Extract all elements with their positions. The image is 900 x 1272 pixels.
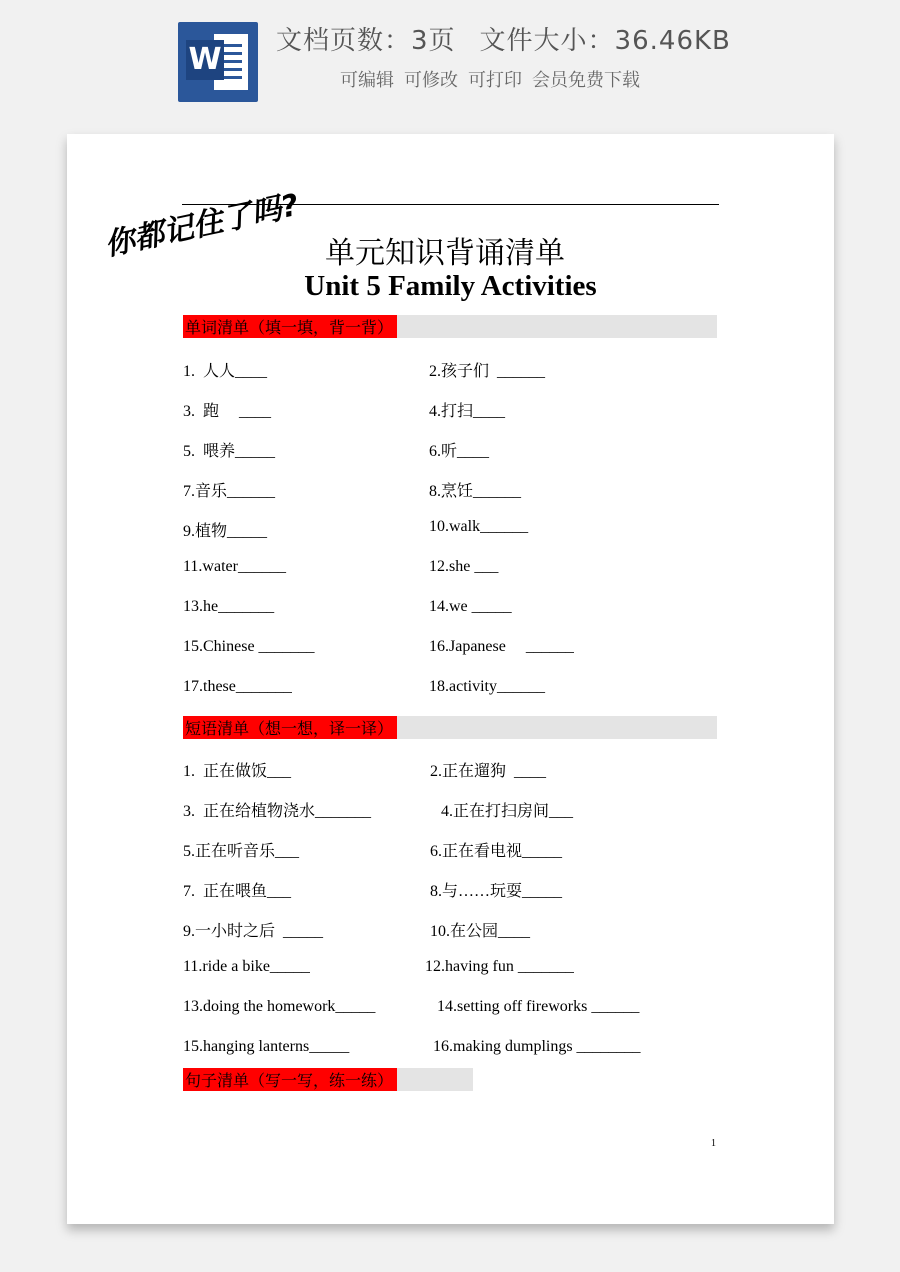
section-vocabulary-label: 单词清单（填一填，背一背） xyxy=(183,315,397,338)
word-item: 2.孩子们 ______ xyxy=(429,363,546,380)
file-size: 文件大小：36.46KB xyxy=(479,26,731,56)
feature-printable: 可打印 xyxy=(468,70,522,91)
phrase-item: 3. 正在给植物浇水_______ xyxy=(183,803,372,820)
word-item: 12.she ___ xyxy=(429,558,499,575)
page-number: 1 xyxy=(711,1138,716,1149)
feature-member-download: 会员免费下载 xyxy=(532,70,640,91)
word-item: 1. 人人____ xyxy=(183,363,268,380)
phrase-item: 10.在公园____ xyxy=(430,923,531,940)
word-item: 9.植物_____ xyxy=(183,523,268,540)
section-sentences xyxy=(183,1068,473,1091)
page-count: 文档页数：3页 xyxy=(276,26,456,56)
word-item: 14.we _____ xyxy=(429,598,512,615)
phrase-item: 5.正在听音乐___ xyxy=(183,843,300,860)
word-item: 5. 喂养_____ xyxy=(183,443,276,460)
word-item: 7.音乐______ xyxy=(183,483,276,500)
word-item: 6.听____ xyxy=(429,443,490,460)
phrase-item: 4.正在打扫房间___ xyxy=(441,803,574,820)
word-item: 11.water______ xyxy=(183,558,286,575)
phrase-item: 2.正在遛狗 ____ xyxy=(430,763,547,780)
word-item: 16.Japanese ______ xyxy=(429,638,574,655)
phrase-item: 13.doing the homework_____ xyxy=(183,998,376,1015)
word-item: 18.activity______ xyxy=(429,678,545,695)
section-phrases-label: 短语清单（想一想，译一译） xyxy=(183,716,397,739)
phrase-item: 1. 正在做饭___ xyxy=(183,763,292,780)
download-banner xyxy=(0,0,900,130)
feature-modifiable: 可修改 xyxy=(404,70,458,91)
word-item: 8.烹饪______ xyxy=(429,483,522,500)
file-meta xyxy=(276,20,755,57)
word-document-icon xyxy=(178,22,258,102)
section-phrases xyxy=(183,716,717,739)
feature-editable: 可编辑 xyxy=(340,70,394,91)
word-item: 10.walk______ xyxy=(429,518,529,535)
word-item: 13.he_______ xyxy=(183,598,275,615)
document-page xyxy=(67,134,834,1224)
phrase-item: 6.正在看电视_____ xyxy=(430,843,563,860)
phrase-item: 14.setting off fireworks ______ xyxy=(437,998,640,1015)
word-item: 4.打扫____ xyxy=(429,403,506,420)
word-item: 3. 跑 ____ xyxy=(183,403,272,420)
section-vocabulary xyxy=(183,315,717,338)
phrase-item: 16.making dumplings ________ xyxy=(433,1038,641,1055)
phrase-item: 7. 正在喂鱼___ xyxy=(183,883,292,900)
phrase-item: 8.与……玩耍_____ xyxy=(430,883,563,900)
english-title: Unit 5 Family Activities xyxy=(304,270,597,302)
phrase-item: 12.having fun _______ xyxy=(425,958,574,975)
chinese-title: 单元知识背诵清单 xyxy=(325,236,565,271)
phrase-item: 11.ride a bike_____ xyxy=(183,958,310,975)
word-item: 17.these_______ xyxy=(183,678,292,695)
feature-list xyxy=(340,66,650,92)
word-icon-letter: W xyxy=(186,40,224,80)
word-item: 15.Chinese _______ xyxy=(183,638,315,655)
phrase-item: 9.一小时之后 _____ xyxy=(183,923,324,940)
phrase-item: 15.hanging lanterns_____ xyxy=(183,1038,350,1055)
section-sentences-label: 句子清单（写一写，练一练） xyxy=(183,1068,397,1091)
reminder-stamp: 你都记住了吗? xyxy=(101,187,302,264)
